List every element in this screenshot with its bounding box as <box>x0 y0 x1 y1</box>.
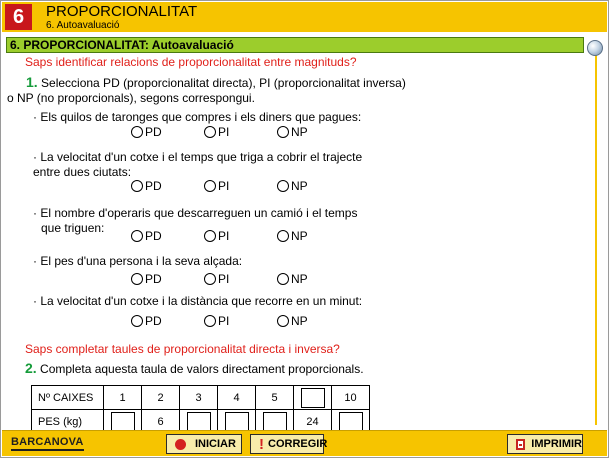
table-cell: 5 <box>256 386 294 410</box>
radio-option-np[interactable] <box>277 314 308 328</box>
table-cell: 4 <box>218 386 256 410</box>
radio-circle-icon[interactable] <box>204 230 216 242</box>
table-cell: 6 <box>142 410 180 431</box>
answer-input[interactable] <box>225 412 249 431</box>
exercise-number-1: 1. <box>26 74 38 90</box>
radio-option-np[interactable] <box>277 229 308 243</box>
answer-input[interactable] <box>301 388 325 408</box>
radio-circle-icon[interactable] <box>277 273 289 285</box>
table-row <box>32 386 370 410</box>
instruction-1-line2: o NP (no proporcionals), segons correspongui. <box>7 91 255 105</box>
table-cell: 24 <box>294 410 332 431</box>
statement-3-line2: que triguen: <box>41 221 105 235</box>
brand-underline <box>11 449 84 451</box>
radio-circle-icon[interactable] <box>131 273 143 285</box>
question-heading-1: Saps identificar relacions de proporcionalitat entre magnituds? <box>25 55 357 69</box>
radio-circle-icon[interactable] <box>277 315 289 327</box>
section-title-bar: 6. PROPORCIONALITAT: Autoavaluació <box>6 37 584 53</box>
radio-circle-icon[interactable] <box>131 315 143 327</box>
option-label: NP <box>291 179 308 193</box>
exercise-number-2: 2. <box>25 360 37 376</box>
imprimir-label: IMPRIMIR <box>531 438 582 450</box>
option-label: PD <box>145 125 162 139</box>
unit-header <box>2 2 607 32</box>
imprimir-button[interactable] <box>507 434 583 454</box>
unit-title: PROPORCIONALITAT <box>46 3 198 20</box>
radio-circle-icon[interactable] <box>131 126 143 138</box>
table-cell-input <box>218 410 256 431</box>
radio-circle-icon[interactable] <box>204 180 216 192</box>
instruction-2-text: Completa aquesta taula de valors directament proporcionals. <box>36 362 364 376</box>
option-label: PD <box>145 229 162 243</box>
radio-option-pd[interactable] <box>131 314 162 328</box>
option-label: NP <box>291 229 308 243</box>
radio-circle-icon[interactable] <box>204 273 216 285</box>
option-label: PI <box>218 125 230 139</box>
scrollbar-thumb[interactable] <box>587 40 603 56</box>
option-label: PI <box>218 314 230 328</box>
radio-option-pi[interactable] <box>204 314 229 328</box>
option-label: PI <box>218 272 230 286</box>
exclamation-icon: ! <box>259 435 264 453</box>
table-cell-input <box>180 410 218 431</box>
statement-2 <box>33 150 362 180</box>
iniciar-label: INICIAR <box>195 438 236 450</box>
scrollbar-track[interactable] <box>595 45 597 425</box>
radio-circle-icon[interactable] <box>131 230 143 242</box>
option-label: PD <box>145 272 162 286</box>
corregir-button[interactable] <box>250 434 328 454</box>
row-header-weight: PES (kg) <box>32 410 104 431</box>
answer-input[interactable] <box>187 412 211 431</box>
option-label: PD <box>145 314 162 328</box>
footer-bar <box>2 430 607 456</box>
radio-option-pi[interactable] <box>204 272 229 286</box>
printer-icon <box>516 439 525 450</box>
record-icon <box>175 439 186 450</box>
instruction-2 <box>25 361 364 377</box>
radio-circle-icon[interactable] <box>204 126 216 138</box>
question-heading-2: Saps completar taules de proporcionalitat directa i inversa? <box>25 342 340 356</box>
radio-circle-icon[interactable] <box>277 126 289 138</box>
radio-circle-icon[interactable] <box>131 180 143 192</box>
answer-input[interactable] <box>339 412 363 431</box>
option-label: NP <box>291 272 308 286</box>
table-cell: 1 <box>104 386 142 410</box>
table-cell-input <box>294 386 332 410</box>
statement-1: · Els quilos de taronges que compres i els diners que pagues: <box>33 110 362 124</box>
option-label: NP <box>291 125 308 139</box>
table-cell: 10 <box>332 386 370 410</box>
table-cell-input <box>332 410 370 431</box>
row-header-boxes: Nº CAIXES <box>32 386 104 410</box>
answer-input[interactable] <box>111 412 135 431</box>
option-label: PD <box>145 179 162 193</box>
radio-option-np[interactable] <box>277 125 308 139</box>
radio-option-pd[interactable] <box>131 272 162 286</box>
table-row <box>32 410 370 431</box>
statement-2-line2: entre dues ciutats: <box>33 165 132 179</box>
proportionality-table <box>31 385 370 430</box>
radio-option-pi[interactable] <box>204 125 229 139</box>
table-cell: 2 <box>142 386 180 410</box>
answer-input[interactable] <box>263 412 287 431</box>
radio-option-np[interactable] <box>277 272 308 286</box>
radio-option-pd[interactable] <box>131 125 162 139</box>
statement-4: · El pes d'una persona i la seva alçada: <box>33 254 243 268</box>
statement-5: · La velocitat d'un cotxe i la distància que recorre en un minut: <box>33 294 363 308</box>
statement-3-line1: · El nombre d'operaris que descarreguen un camió i el temps <box>33 206 358 220</box>
unit-number-badge: 6 <box>5 4 32 30</box>
option-label: NP <box>291 314 308 328</box>
option-label: PI <box>218 179 230 193</box>
corregir-label: CORREGIR <box>268 438 328 450</box>
table-cell-input <box>104 410 142 431</box>
radio-option-pd[interactable] <box>131 229 162 243</box>
instruction-1 <box>7 75 577 106</box>
radio-option-pi[interactable] <box>204 229 229 243</box>
radio-option-pd[interactable] <box>131 179 162 193</box>
brand-logo: BARCANOVA <box>11 436 84 448</box>
radio-option-pi[interactable] <box>204 179 229 193</box>
iniciar-button[interactable] <box>166 434 242 454</box>
exercise-content <box>1 53 586 430</box>
radio-circle-icon[interactable] <box>277 230 289 242</box>
table-cell: 3 <box>180 386 218 410</box>
statement-2-line1: · La velocitat d'un cotxe i el temps que triga a cobrir el trajecte <box>33 150 363 164</box>
radio-circle-icon[interactable] <box>204 315 216 327</box>
unit-subtitle: 6. Autoavaluació <box>46 20 120 31</box>
option-label: PI <box>218 229 230 243</box>
radio-circle-icon[interactable] <box>277 180 289 192</box>
radio-option-np[interactable] <box>277 179 308 193</box>
instruction-1-line1: Selecciona PD (proporcionalitat directa), PI (proporcionalitat inversa) <box>37 76 406 90</box>
table-cell-input <box>256 410 294 431</box>
statement-3 <box>33 206 357 236</box>
